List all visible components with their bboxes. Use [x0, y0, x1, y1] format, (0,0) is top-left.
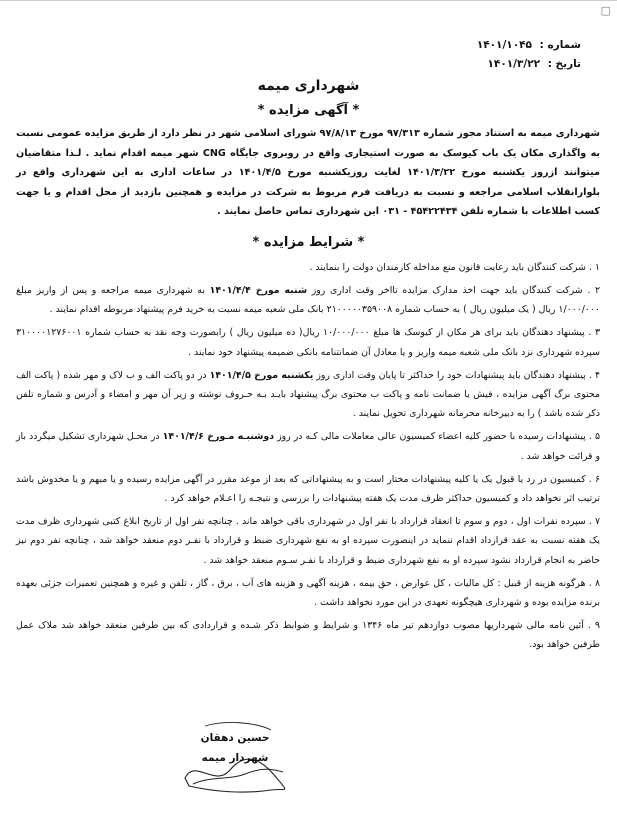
condition-date: شنبه مورخ ۱۴۰۱/۴/۴: [209, 284, 308, 296]
file-icon: ▢: [600, 4, 611, 17]
condition-text: ۸ . هرگونه هزینه از قبیل : کل مالیات ، کل عوارض ، حق بیمه ، هزینه آگهی و هزینه های آب ، برق ، گاز ، تلفن و غیره و همچنین تعمیرات جزئی بعهده برنده مزایده بوده و شهرداری هیچگونه تعهدی در این مورد نخواهد داشت .: [16, 577, 600, 608]
letter-date-label: تاریخ :: [547, 58, 581, 70]
condition-text-rest: به شهرداری میمه مراجعه و پس از واریز مبلغ ۱/۰۰۰/۰۰۰ ریال ( یک میلیون ریال ) به حساب شماره ۲۱۰۰۰۰۰۳۵۹۰۰۸ بانک ملی شعبه میمه نسبت به خرید فرم پیشنهاد مربوطه اقدام نمایند .: [16, 284, 600, 316]
condition-text: ۷ . سپرده نفرات اول ، دوم و سوم تا انعقاد قرارداد با نفر اول در شهرداری باقی خواهد ماند . چنانچه نفر اول از تاریخ ابلاغ کتبی شهرداری ظرف مدت یک هفته نسبت به عقد قرارداد اقدام ننماید در اینصورت سپرده او به نفع شهرداری ضبط و قرارداد با نفـر دوم منعقد خواهد شد ، چنانچه نفر دوم نیز حاضر به انجام قرارداد نشود سپرده او به نفع شهرداری ضبط و قرارداد با نفـر سـوم منعقد خواهد شد .: [16, 515, 600, 566]
condition-item: [16, 427, 600, 466]
condition-text-rest: در محـل شهرداری تشکیل میگردد باز و قرائت خواهد شد .: [16, 431, 600, 462]
condition-text: ۲ . شرکت کنندگان باید جهت اخذ مدارک مزایده تااخر وقت اداری روز: [307, 284, 600, 296]
page-top-border: [0, 0, 617, 1]
condition-text: ۹ . آئین نامه مالی شهرداریها مصوب دوازدهم تیر ماه ۱۳۴۶ و شرایط و ضوابط ذکر شـده و قراردادی که بین طرفین منعقد خواهد شد ملاک عمل طرفین خواهد بود.: [16, 619, 600, 651]
condition-item: [16, 323, 600, 362]
document-subtitle: * آگهی مزایده *: [257, 103, 360, 118]
condition-text: ۳ . پیشنهاد دهندگان باید برای هر مکان از کیوسک ها مبلغ ۱۰/۰۰۰/۰۰۰ ریال( ده میلیون ریال ) رابصورت وجه نقد به حساب شماره ۳۱۰۰۰۰۱۲۷۶۰۰۱ سپرده شهرداری نزد بانک ملی شعبه میمه واریز و یا معادل آن ضمانتنامه بانکی ضمیمه پیشنهاد خود نمایند .: [16, 327, 600, 358]
condition-text-rest: در دو پاکت الف و ب لاک و مهر شده ( پاکت الف محتوی برگ آگهی مزایده ، فیش یا ضمانت نامه و پاکت ب محتوی برگ پیشنهاد بایـد بـه حـروف نوشته و زیر آن مهر و امضاء و آدرس و شماره تلفن ذکر شده باشد ) را به دبیرخانه محرمانه شهرداری تحویل نمایند .: [16, 369, 600, 420]
condition-item: [16, 574, 600, 613]
condition-item: [16, 512, 600, 570]
letter-number: [441, 36, 581, 55]
letter-number-label: شماره :: [539, 39, 581, 51]
condition-text: ۴ . پیشنهاد دهندگان باید پیشنهادات خود را حداکثر تا پایان وقت اداری روز: [313, 369, 600, 381]
condition-item: [16, 281, 600, 320]
letter-date: [441, 55, 581, 74]
condition-text: ۵ . پیشنهادات رسیده با حضور کلیه اعضاء کمیسیون عالی معاملات مالی کـه در روز: [274, 431, 600, 443]
signer-title: شهردار میمه: [201, 752, 269, 764]
signer-name: حسین دهقان: [200, 732, 270, 744]
document-title: شهرداری میمه: [257, 78, 360, 94]
condition-item: [16, 258, 600, 277]
letter-date-value: ۱۴۰۱/۳/۲۲: [487, 58, 541, 70]
letter-number-value: ۱۴۰۱/۱۰۴۵: [476, 39, 532, 51]
signature-block: [175, 718, 295, 796]
condition-text: ۶ . کمیسیون در رد یا قبول یک یا کلیه پیشنهادات مختار است و به پیشنهاداتی که بعد از موعد مقرر در آگهی مزایده رسیده و یا مبهم و یا مخدوش باشد ترتیب اثر نخواهد داد و کمیسیون حداکثر ظرف مدت یک هفته پیشنهادات را بررسی و نتیجـه را اعـلام خواهد کرد .: [16, 473, 600, 504]
condition-date: دوشنبـه مـورخ ۱۴۰۱/۴/۶: [162, 431, 275, 443]
condition-date: یکشنبه مورخ ۱۴۰۱/۴/۵: [209, 369, 314, 381]
letter-meta: [441, 36, 581, 74]
condition-item: [16, 470, 600, 509]
intro-paragraph: شهرداری میمه به استناد مجوز شماره ۹۷/۳۱۳ مورخ ۹۷/۸/۱۳ شورای اسلامی شهر در نظر دارد از طریق مزایده عمومی نسبت به واگذاری مکان یک باب کیوسک به صورت استیجاری واقع در روبروی جایگاه CNG شهر میمه اقدام نماید . لـذا متقاضیان میتوانند ازروز یکشنبه مورخ ۱۴۰۱/۳/۲۲ لغایت روزیکشنبه مورخ ۱۴۰۱/۴/۵ در ساعات اداری به این شهرداری واقع در بلوارانقلاب اسلامی مراجعه و نسبت به دریافت فرم مربوط به شرکت در مزایده و همچنین بازدید از محل اقدام و یا جهت کسب اطلاعات با شماره تلفن ۴۵۴۲۲۴۳۴ - ۰۳۱ این شهرداری تماس حاصل نمایند .: [16, 128, 601, 217]
conditions-title: * شرایط مزایده *: [252, 235, 365, 250]
condition-text: ۱ . شرکت کنندگان باید رعایت قانون منع مداخله کارمندان دولت را بنمایند .: [309, 262, 600, 273]
condition-item: [16, 616, 600, 655]
conditions-list: [16, 258, 600, 658]
condition-item: [16, 366, 600, 424]
